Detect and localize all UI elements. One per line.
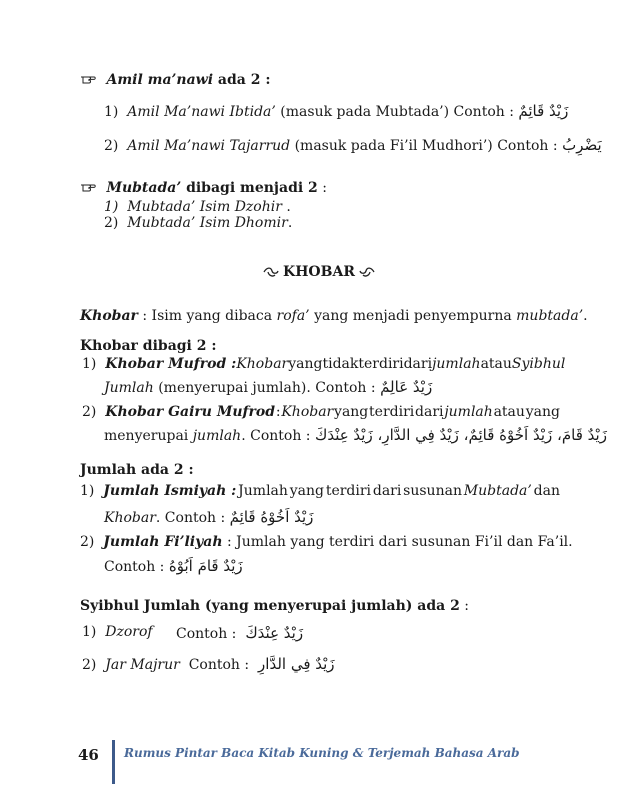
- arabic-example: زَيْدٌ اَخُوْهُ قَائِمٌ: [229, 508, 314, 526]
- arabic-example: زَيْدٌ عَالِمٌ: [380, 378, 433, 396]
- khobar-dibagi-heading: Khobar dibagi 2 :: [80, 338, 217, 354]
- section-title: KHOBAR: [0, 264, 638, 280]
- amil-heading: Amil ma’nawi ada 2 :: [80, 72, 271, 88]
- khobar-item-1-line-2: Jumlah (menyerupai jumlah). Contoh : زَيْدٌ عَالِمٌ: [104, 378, 433, 396]
- jumlah-item-2-line-1: 2) Jumlah Fi’liyah : Jumlah yang terdiri dari susunan Fi’il dan Fa’il.: [80, 534, 573, 550]
- syibhul-heading: Syibhul Jumlah (yang menyerupai jumlah) ada 2 :: [80, 598, 470, 614]
- khobar-item-1-line-1: 1) Khobar Mufrod : Khobar yang tidak terdiri dari jumlah atau Syibhul: [82, 356, 566, 372]
- page-number: 46: [78, 746, 99, 764]
- khobar-item-2-line-1: 2) Khobar Gairu Mufrod : Khobar yang terdiri dari jumlah atau yang: [82, 404, 560, 420]
- syibhul-item-2: 2) Jar Majrur Contoh : زَيْدٌ فِي الدَّارِ: [82, 655, 335, 673]
- arabic-example: زَيْدٌ فِي الدَّارِ: [258, 655, 335, 673]
- mubtada-heading: Mubtada’ dibagi menjadi 2 :: [80, 180, 327, 196]
- arabic-example: زَيْدٌ قَامَ اَبُوْهُ: [168, 557, 243, 575]
- footer-divider: [112, 740, 115, 784]
- arabic-example: زَيْدٌ عِنْدَكَ: [245, 624, 304, 642]
- jumlah-item-1-line-1: 1) Jumlah Ismiyah : Jumlah yang terdiri dari susunan Mubtada’ dan: [80, 483, 560, 499]
- arabic-example: زَيْدٌ قَائِمٌ: [518, 102, 569, 120]
- amil-item-2: 2) Amil Ma’nawi Tajarrud (masuk pada Fi’il Mudhori’) Contoh : يَضْرِبُ: [104, 136, 602, 154]
- pointing-hand-icon: [80, 181, 96, 193]
- amil-item-1: 1) Amil Ma’nawi Ibtida’ (masuk pada Mubtada’) Contoh : زَيْدٌ قَائِمٌ: [104, 102, 569, 120]
- khobar-definition: Khobar : Isim yang dibaca rofa’ yang menjadi penyempurna mubtada’.: [80, 308, 588, 324]
- arabic-example: يَضْرِبُ: [562, 136, 602, 154]
- floral-ornament-left-icon: [263, 266, 279, 278]
- syibhul-item-1: 1) Dzorof: [82, 624, 153, 640]
- khobar-item-2-line-2: menyerupai jumlah. Contoh : زَيْدٌ قَامَ، زَيْدٌ اَخُوْهُ قَائِمٌ، زَيْدٌ فِي الدَّارِ، زَيْدٌ عِنْدَكَ: [104, 426, 607, 444]
- running-footer: Rumus Pintar Baca Kitab Kuning & Terjemah Bahasa Arab: [124, 746, 520, 760]
- pointing-hand-icon: [80, 73, 96, 85]
- jumlah-heading: Jumlah ada 2 :: [80, 462, 194, 478]
- syibhul-item-1-example: Contoh : زَيْدٌ عِنْدَكَ: [176, 624, 304, 642]
- jumlah-item-1-line-2: Khobar. Contoh : زَيْدٌ اَخُوْهُ قَائِمٌ: [104, 508, 314, 526]
- floral-ornament-right-icon: [359, 266, 375, 278]
- jumlah-item-2-line-2: Contoh : زَيْدٌ قَامَ اَبُوْهُ: [104, 557, 243, 575]
- arabic-example: زَيْدٌ قَامَ، زَيْدٌ اَخُوْهُ قَائِمٌ، زَيْدٌ فِي الدَّارِ، زَيْدٌ عِنْدَكَ: [314, 426, 607, 444]
- mubtada-item-1: 1) Mubtada’ Isim Dzohir .: [104, 199, 291, 215]
- mubtada-item-2: 2) Mubtada’ Isim Dhomir.: [104, 215, 293, 231]
